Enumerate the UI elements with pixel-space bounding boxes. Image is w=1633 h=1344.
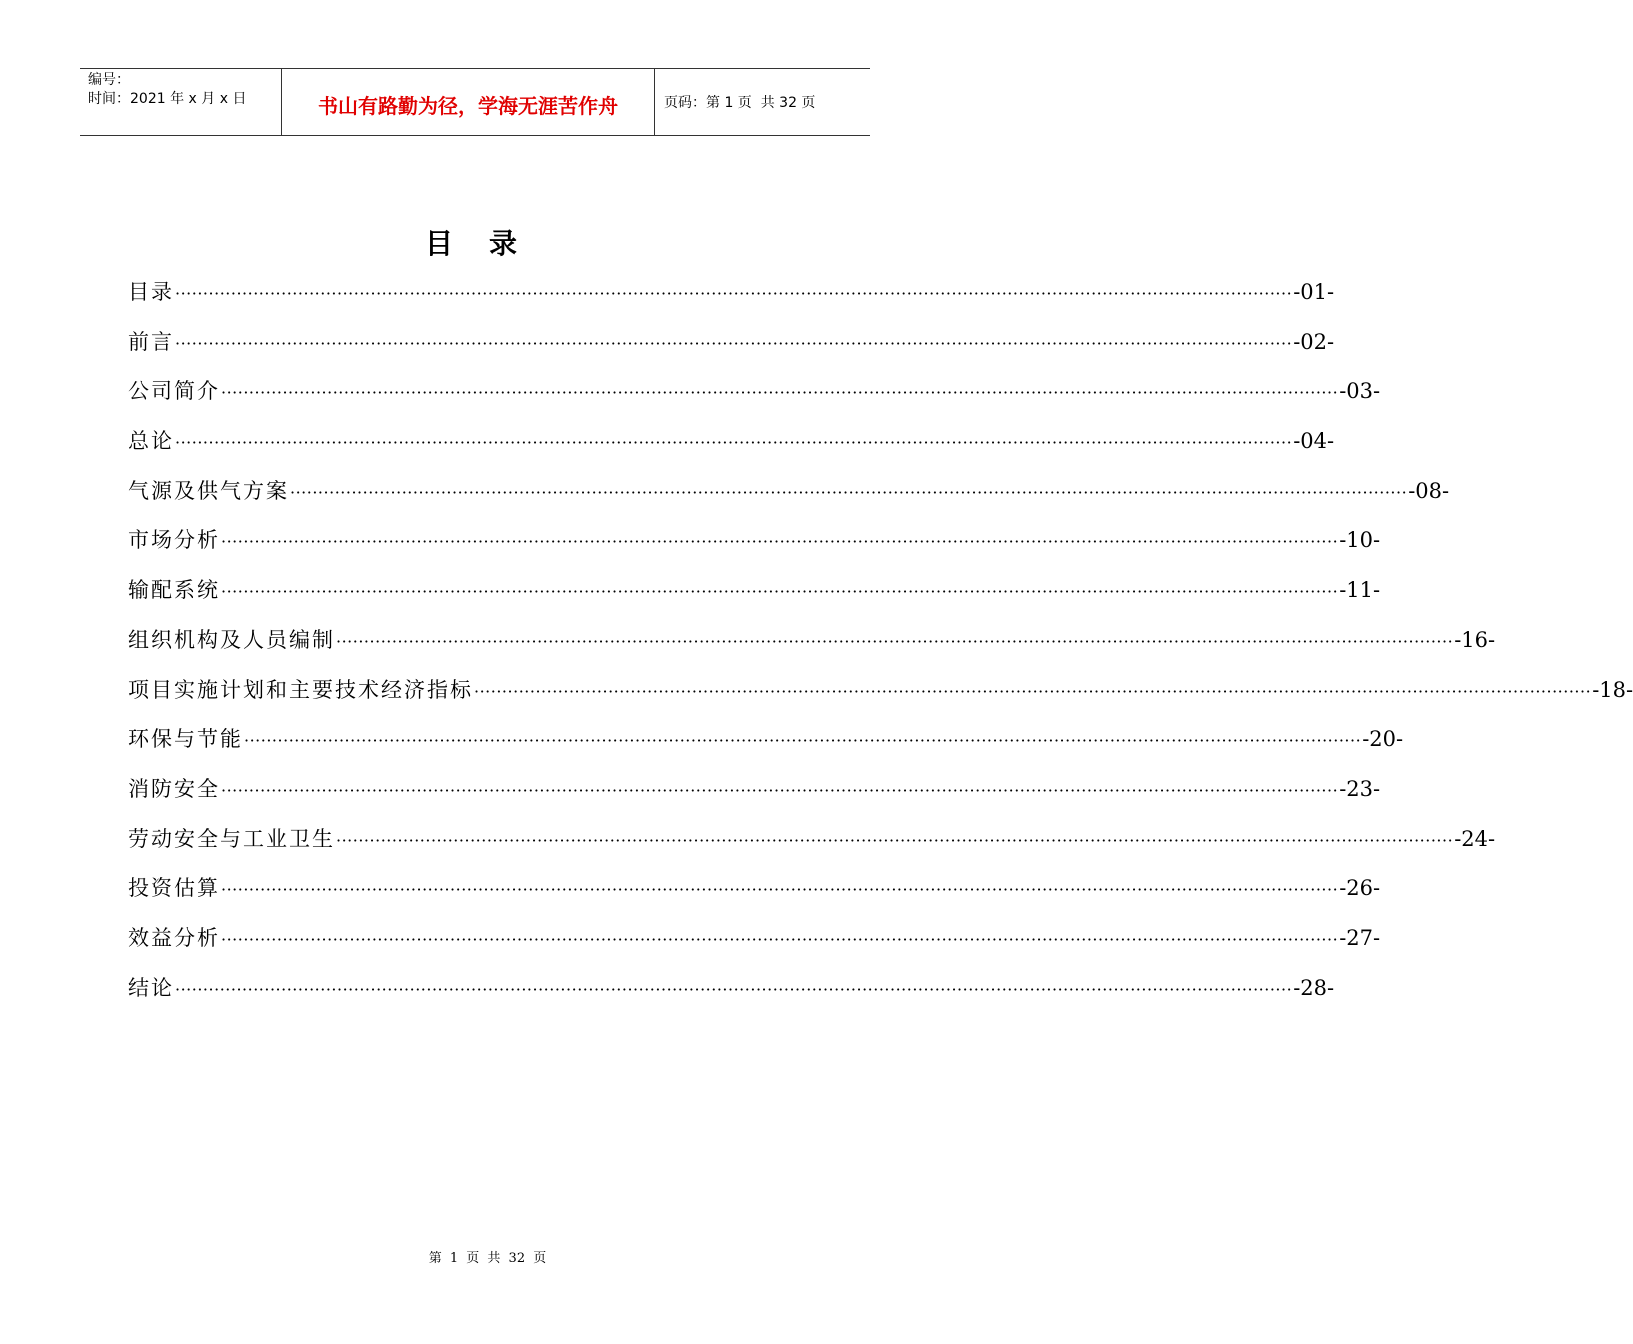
toc-entry-page: -10-	[1339, 528, 1381, 553]
toc-entry[interactable]	[128, 375, 1381, 425]
toc-entry[interactable]	[128, 475, 1450, 525]
toc-dot-leader: ········································································································································································································	[336, 631, 1454, 651]
toc-dot-leader: ········································································································································································································	[175, 979, 1293, 999]
toc-dot-leader: ········································································································································································································	[336, 830, 1454, 850]
toc-entry[interactable]	[128, 276, 1335, 326]
toc-entry-label: 前言	[128, 329, 174, 354]
toc-entry-label: 效益分析	[128, 925, 220, 950]
toc-entry[interactable]	[128, 972, 1335, 1022]
toc-dot-leader: ········································································································································································································	[221, 582, 1339, 602]
toc-entry[interactable]	[128, 723, 1404, 773]
number-label: 编号：	[88, 72, 130, 88]
toc-entry[interactable]	[128, 624, 1496, 674]
toc-entry-label: 项目实施计划和主要技术经济指标	[128, 677, 473, 702]
toc-entry-label: 消防安全	[128, 776, 220, 801]
toc-dot-leader: ········································································································································································································	[221, 780, 1339, 800]
toc-dot-leader: ········································································································································································································	[474, 681, 1592, 701]
toc-entry-page: -27-	[1339, 925, 1381, 950]
page-footer: 第 1 页 共 32 页	[428, 1251, 547, 1266]
toc-entry-page: -01-	[1293, 280, 1335, 304]
toc-entry[interactable]	[128, 326, 1335, 376]
toc-entry-label: 组织机构及人员编制	[128, 627, 335, 652]
toc-entry-page: -11-	[1339, 578, 1381, 603]
toc-entry-label: 投资估算	[128, 876, 220, 901]
toc-entry-label: 劳动安全与工业卫生	[128, 826, 335, 851]
header-motto-cell	[282, 69, 655, 135]
toc-entry-page: -02-	[1293, 329, 1335, 354]
page-info: 页码：第 1 页 共 32 页	[664, 95, 816, 111]
page-title: 目录	[424, 227, 553, 260]
toc-entry-page: -03-	[1339, 379, 1381, 404]
header-meta-cell	[80, 69, 282, 135]
toc-dot-leader: ········································································································································································································	[290, 482, 1408, 502]
toc-dot-leader: ········································································································································································································	[221, 880, 1339, 900]
toc-entry-page: -20-	[1362, 727, 1404, 752]
toc-entry-label: 目录	[128, 280, 174, 304]
toc-entry-label: 气源及供气方案	[128, 478, 289, 503]
toc-entry-page: -23-	[1339, 776, 1381, 801]
toc-entry[interactable]	[128, 674, 1633, 724]
table-of-contents	[128, 276, 1633, 1021]
toc-entry-page: -18-	[1592, 677, 1633, 702]
toc-entry-page: -24-	[1454, 826, 1496, 851]
toc-dot-leader: ········································································································································································································	[175, 433, 1293, 453]
header-page-cell	[655, 69, 870, 135]
toc-entry-label: 市场分析	[128, 528, 220, 553]
toc-entry-label: 公司简介	[128, 379, 220, 404]
toc-entry-label: 结论	[128, 975, 174, 1000]
toc-entry-page: -04-	[1293, 429, 1335, 454]
toc-dot-leader: ········································································································································································································	[221, 929, 1339, 949]
toc-entry[interactable]	[128, 524, 1381, 574]
toc-entry-label: 环保与节能	[128, 727, 243, 752]
toc-entry[interactable]	[128, 823, 1496, 873]
toc-entry-label: 输配系统	[128, 578, 220, 603]
motto-text: 书山有路勤为径，学海无涯苦作舟	[318, 93, 618, 118]
toc-entry[interactable]	[128, 574, 1381, 624]
document-header	[80, 68, 870, 136]
toc-entry[interactable]	[128, 425, 1335, 475]
toc-entry[interactable]	[128, 922, 1381, 972]
toc-entry-label: 总论	[128, 429, 174, 454]
toc-dot-leader: ········································································································································································································	[221, 532, 1339, 552]
toc-entry[interactable]	[128, 872, 1381, 922]
toc-dot-leader: ········································································································································································································	[244, 731, 1362, 751]
toc-entry-page: -08-	[1408, 478, 1450, 503]
toc-entry-page: -28-	[1293, 975, 1335, 1000]
toc-dot-leader: ········································································································································································································	[175, 284, 1293, 303]
toc-entry-page: -16-	[1454, 627, 1496, 652]
toc-dot-leader: ········································································································································································································	[175, 333, 1293, 353]
toc-dot-leader: ········································································································································································································	[221, 383, 1339, 403]
time-label: 时间：2021 年 x 月 x 日	[88, 91, 247, 107]
toc-entry[interactable]	[128, 773, 1381, 823]
toc-entry-page: -26-	[1339, 876, 1381, 901]
